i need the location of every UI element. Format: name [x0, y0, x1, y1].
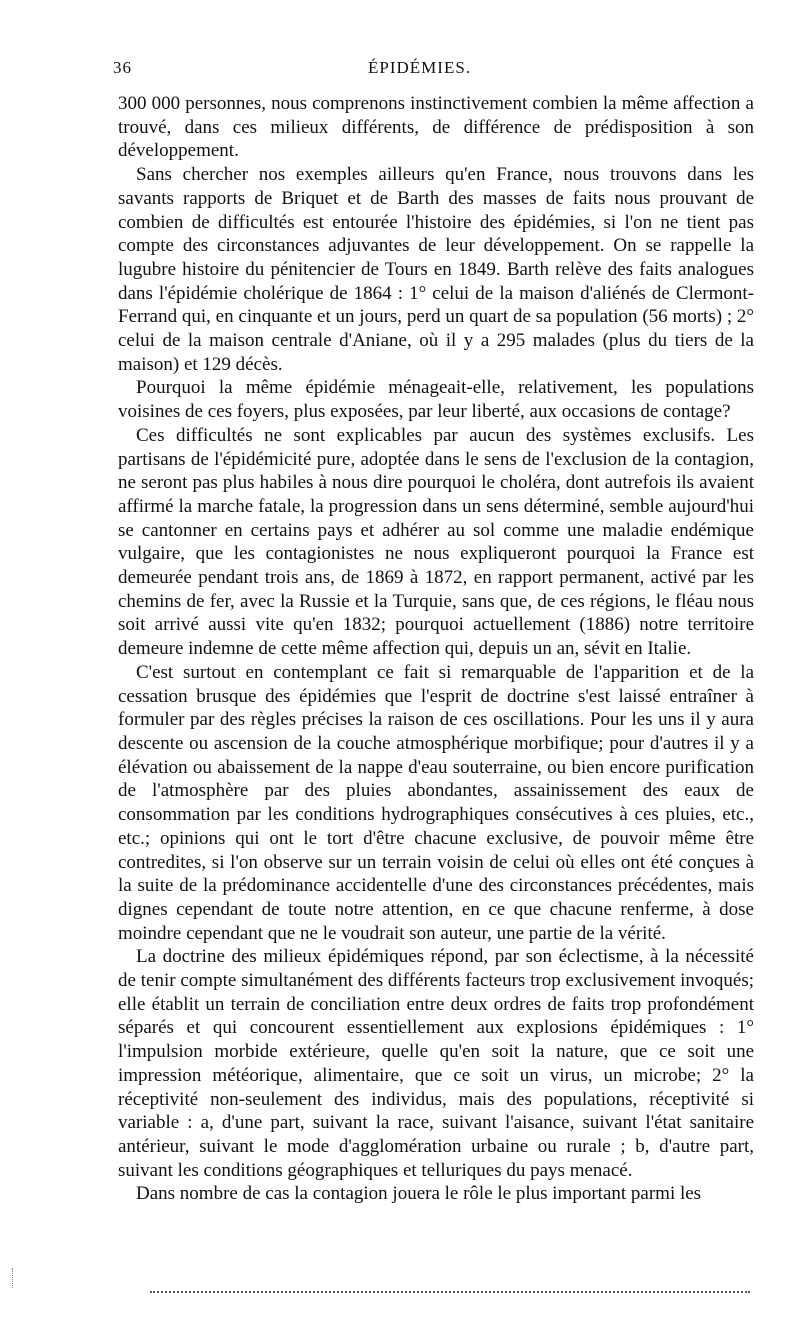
paragraph: Pourquoi la même épidémie ménageait-elle, relativement, les populations voisines de ces foyers, plus exposées, par leur liberté, aux occasions de contage?	[118, 377, 754, 423]
paragraph: C'est surtout en contemplant ce fait si remarquable de l'apparition et de la cessation brusque des épidémies que l'esprit de doctrine s'est laissé entraîner à formuler par des règles précises la raison de ces oscillations. Pour les uns il y aura descente ou ascension de la couche atmosphérique morbifique; pour d'autres il y a élévation ou abaissement de la nappe d'eau souterraine, ou bien encore purification de l'atmosphère par des pluies abondantes, assainissement des eaux de consommation par les conditions hydrographiques consécutives à ces pluies, etc., etc.; opinions qui ont le tort d'être chacune exclusive, de pouvoir même être contredites, si l'on observe sur un terrain voisin de celui où elles ont été conçues à la suite de la prédominance accidentelle d'une des circonstances précédentes, mais dignes cependant de toute notre attention, en ce que chacune renferme, à dose moindre cependant que ne le voudrait son auteur, une partie de la vérité.	[118, 661, 754, 944]
running-head	[113, 58, 753, 82]
paragraph: Dans nombre de cas la contagion jouera le rôle le plus important parmi les	[136, 1183, 702, 1205]
paragraph-continuation: 300 000 personnes, nous comprenons instinctivement combien la même affection a trouvé, dans ces milieux différents, de différence de prédisposition à son développement.	[118, 93, 754, 162]
paragraph: Ces difficultés ne sont explicables par aucun des systèmes exclusifs. Les partisans de l'épidémicité pure, adoptée dans le sens de l'exclusion de la contagion, ne seront pas plus habiles à nous dire pourquoi le choléra, dont autrefois ils avaient affirmé la marche fatale, la progression dans un sens déterminé, semble aujourd'hui se cantonner en certains pays et adhérer au sol comme une maladie endémique vulgaire, que les contagionistes ne nous expliqueront pourquoi la France est demeurée pendant trois ans, de 1869 à 1872, en rapport permanent, activé par les chemins de fer, avec la Russie et la Turquie, sans que, de ces régions, le fléau nous soit arrivé aussi vite qu'en 1832; pourquoi actuellement (1886) notre territoire demeure indemne de cette même affection qui, depuis un an, sévit en Italie.	[118, 424, 754, 660]
margin-mark	[12, 1268, 27, 1288]
body-text	[118, 92, 754, 1206]
paragraph: La doctrine des milieux épidémiques répond, par son éclectisme, à la nécessité de tenir compte simultanément des différents facteurs trop exclusivement invoqués; elle établit un terrain de conciliation entre deux ordres de faits trop profondément séparés et qui concourent essentiellement aux explosions épidémiques : 1° l'impulsion morbide extérieure, quelle qu'en soit la nature, que ce soit une impression météorique, alimentaire, que ce soit un virus, un microbe; 2° la réceptivité non-seulement des individus, mais des populations, réceptivité si variable : a, d'une part, suivant la race, suivant l'aisance, suivant l'état sanitaire antérieur, suivant le mode d'agglomération urbaine ou rurale ; b, d'autre part, suivant les conditions géographiques et telluriques du pays menacé.	[118, 946, 754, 1181]
page-number: 36	[113, 58, 132, 77]
bottom-rule	[150, 1291, 750, 1293]
section-title: ÉPIDÉMIES.	[368, 58, 472, 77]
paragraph: Sans chercher nos exemples ailleurs qu'en France, nous trouvons dans les savants rapports de Briquet et de Barth des masses de faits nous prouvant de combien de difficultés est entourée l'histoire des épidémies, si l'on ne tient pas compte des circonstances adjuvantes de leur développement. On se rappelle la lugubre histoire du pénitencier de Tours en 1849. Barth relève des faits analogues dans l'épidémie cholérique de 1864 : 1° celui de la maison d'aliénés de Clermont-Ferrand qui, en cinquante et un jours, perd un quart de sa population (56 morts) ; 2° celui de la maison centrale d'Aniane, où il y a 295 malades (plus du tiers de la maison) et 129 décès.	[118, 164, 754, 375]
